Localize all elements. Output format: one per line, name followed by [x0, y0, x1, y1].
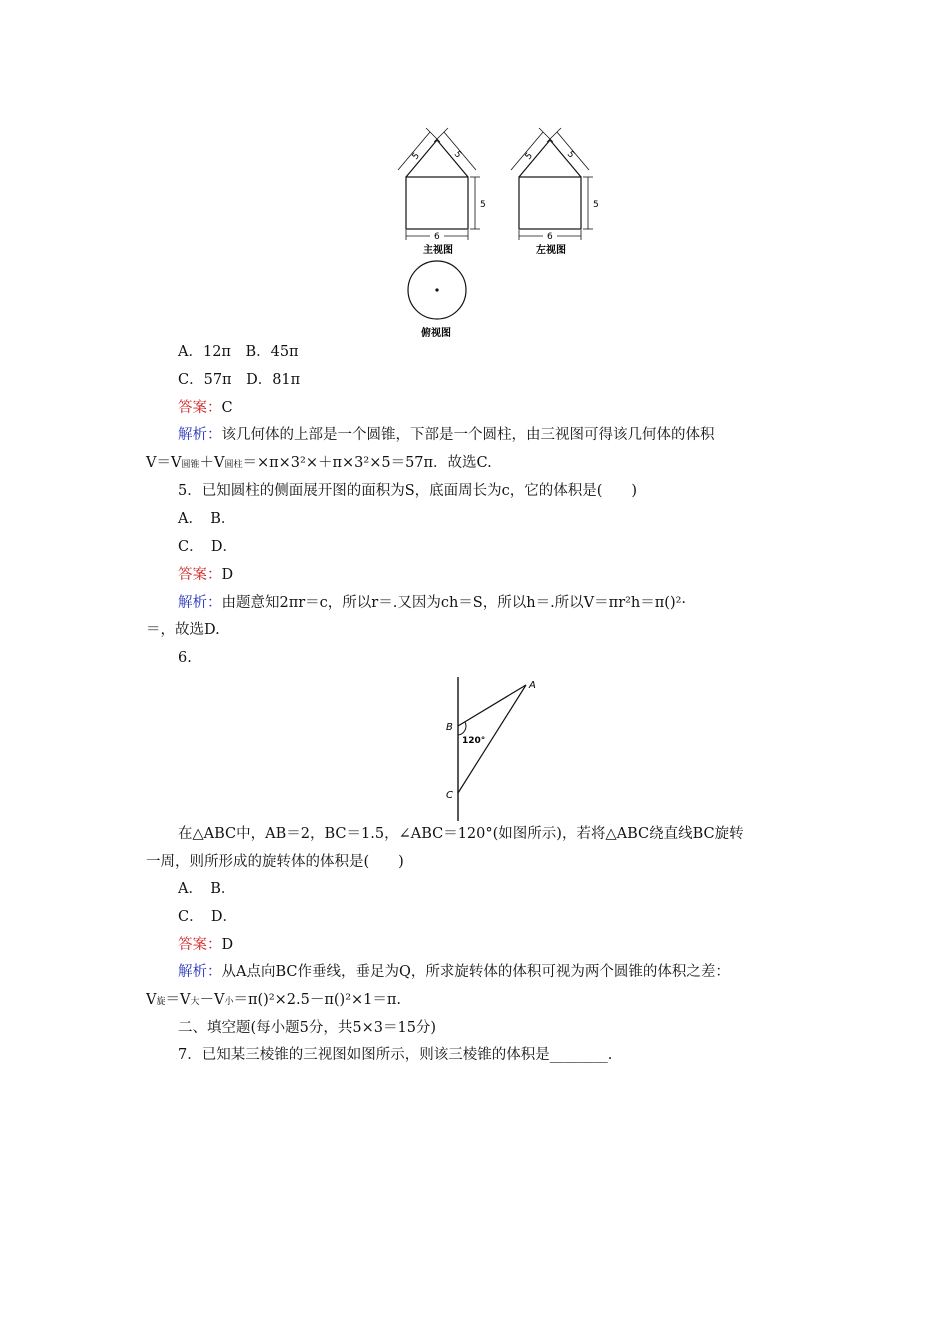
- q6-answer: [178, 935, 233, 955]
- formula-subscript: 圆柱: [224, 460, 243, 470]
- top-view-center-dot: [435, 288, 438, 291]
- answer-label: 答案：: [178, 400, 222, 416]
- point-label-c: C: [446, 790, 453, 801]
- formula-part: －V: [199, 992, 225, 1008]
- side-slant-dim-left: 5: [523, 151, 535, 162]
- q6-options-cd: C． D．: [178, 909, 237, 925]
- q6-stem-line-2: 一周，则所形成的旋转体的体积是( ): [146, 854, 404, 870]
- answer-label: 答案：: [178, 567, 222, 583]
- q5-options-ab: A． B．: [178, 511, 236, 527]
- formula-part: ＋V: [199, 455, 225, 471]
- front-width-dim: 6: [434, 232, 440, 242]
- formula-part: ＝π()²×2.5－π()²×1＝π.: [233, 992, 402, 1008]
- three-view-drawing: [380, 120, 600, 345]
- side-height-dim: 5: [593, 200, 599, 210]
- front-slant-dim-right: 5: [451, 149, 464, 161]
- formula-part: ＝V: [165, 992, 191, 1008]
- formula-subscript: 大: [190, 997, 200, 1007]
- q6-analysis-line-2: [146, 990, 401, 1012]
- q5-analysis-line-1: [178, 593, 686, 613]
- q6-number: 6.: [178, 650, 192, 666]
- top-view-label: 俯视图: [421, 328, 451, 339]
- q7-stem: 7．已知某三棱锥的三视图如图所示，则该三棱锥的体积是________.: [178, 1047, 613, 1063]
- front-view-label: 主视图: [423, 245, 453, 256]
- analysis-label: 解析：: [178, 964, 222, 980]
- answer-value: D: [221, 937, 234, 953]
- q4-answer: [178, 398, 233, 418]
- front-height-dim: 5: [480, 200, 486, 210]
- q5-stem: 5．已知圆柱的侧面展开图的面积为S，底面周长为c，它的体积是( ): [178, 483, 638, 499]
- angle-label: 120°: [462, 736, 486, 746]
- analysis-text: 该几何体的上部是一个圆锥，下部是一个圆柱，由三视图可得该几何体的体积: [221, 427, 715, 443]
- analysis-label: 解析：: [178, 595, 222, 611]
- side-view-label: 左视图: [536, 245, 566, 256]
- q4-analysis-line-1: [178, 425, 715, 445]
- q5-analysis-line-2: ＝，故选D.: [146, 622, 220, 638]
- answer-label: 答案：: [178, 937, 222, 953]
- formula-part: V: [146, 992, 157, 1008]
- side-width-dim: 6: [547, 232, 553, 242]
- formula-part: ＝×π×3²×＋π×3²×5＝57π．故选C.: [242, 455, 492, 471]
- triangle-rotation-figure: [440, 675, 550, 825]
- q6-stem-line-1: 在△ABC中，AB＝2，BC＝1.5，∠ABC＝120°(如图所示)，若将△ABC绕直线BC旋转: [178, 826, 744, 842]
- analysis-label: 解析：: [178, 427, 222, 443]
- three-view-figure: [380, 120, 600, 345]
- q5-options-cd: C． D．: [178, 539, 237, 555]
- triangle-drawing: [440, 675, 550, 825]
- answer-value: C: [221, 400, 233, 416]
- section-heading: 二、填空题(每小题5分，共5×3＝15分): [178, 1020, 437, 1036]
- q6-analysis-line-1: [178, 962, 730, 982]
- q4-analysis-line-2: [146, 453, 492, 475]
- point-label-a: A: [529, 680, 536, 691]
- formula-part: V＝V: [146, 455, 182, 471]
- formula-subscript: 旋: [156, 997, 166, 1007]
- formula-subscript: 小: [224, 997, 234, 1007]
- answer-value: D: [221, 567, 234, 583]
- q6-options-ab: A． B．: [178, 881, 236, 897]
- front-slant-dim-left: 5: [410, 151, 422, 162]
- point-label-b: B: [446, 722, 453, 733]
- analysis-text: 从A点向BC作垂线，垂足为Q，所求旋转体的体积可视为两个圆锥的体积之差：: [221, 964, 730, 980]
- formula-subscript: 圆锥: [181, 460, 200, 470]
- side-slant-dim-right: 5: [564, 149, 577, 161]
- front-view: [398, 128, 480, 240]
- analysis-text: 由题意知2πr＝c，所以r＝.又因为ch＝S，所以h＝.所以V＝πr²h＝π()²·: [221, 595, 687, 611]
- q4-options-cd: C．57π D．81π: [178, 372, 301, 388]
- side-view: [511, 128, 593, 240]
- q5-answer: [178, 565, 233, 585]
- q4-options-ab: A．12π B．45π: [178, 344, 299, 360]
